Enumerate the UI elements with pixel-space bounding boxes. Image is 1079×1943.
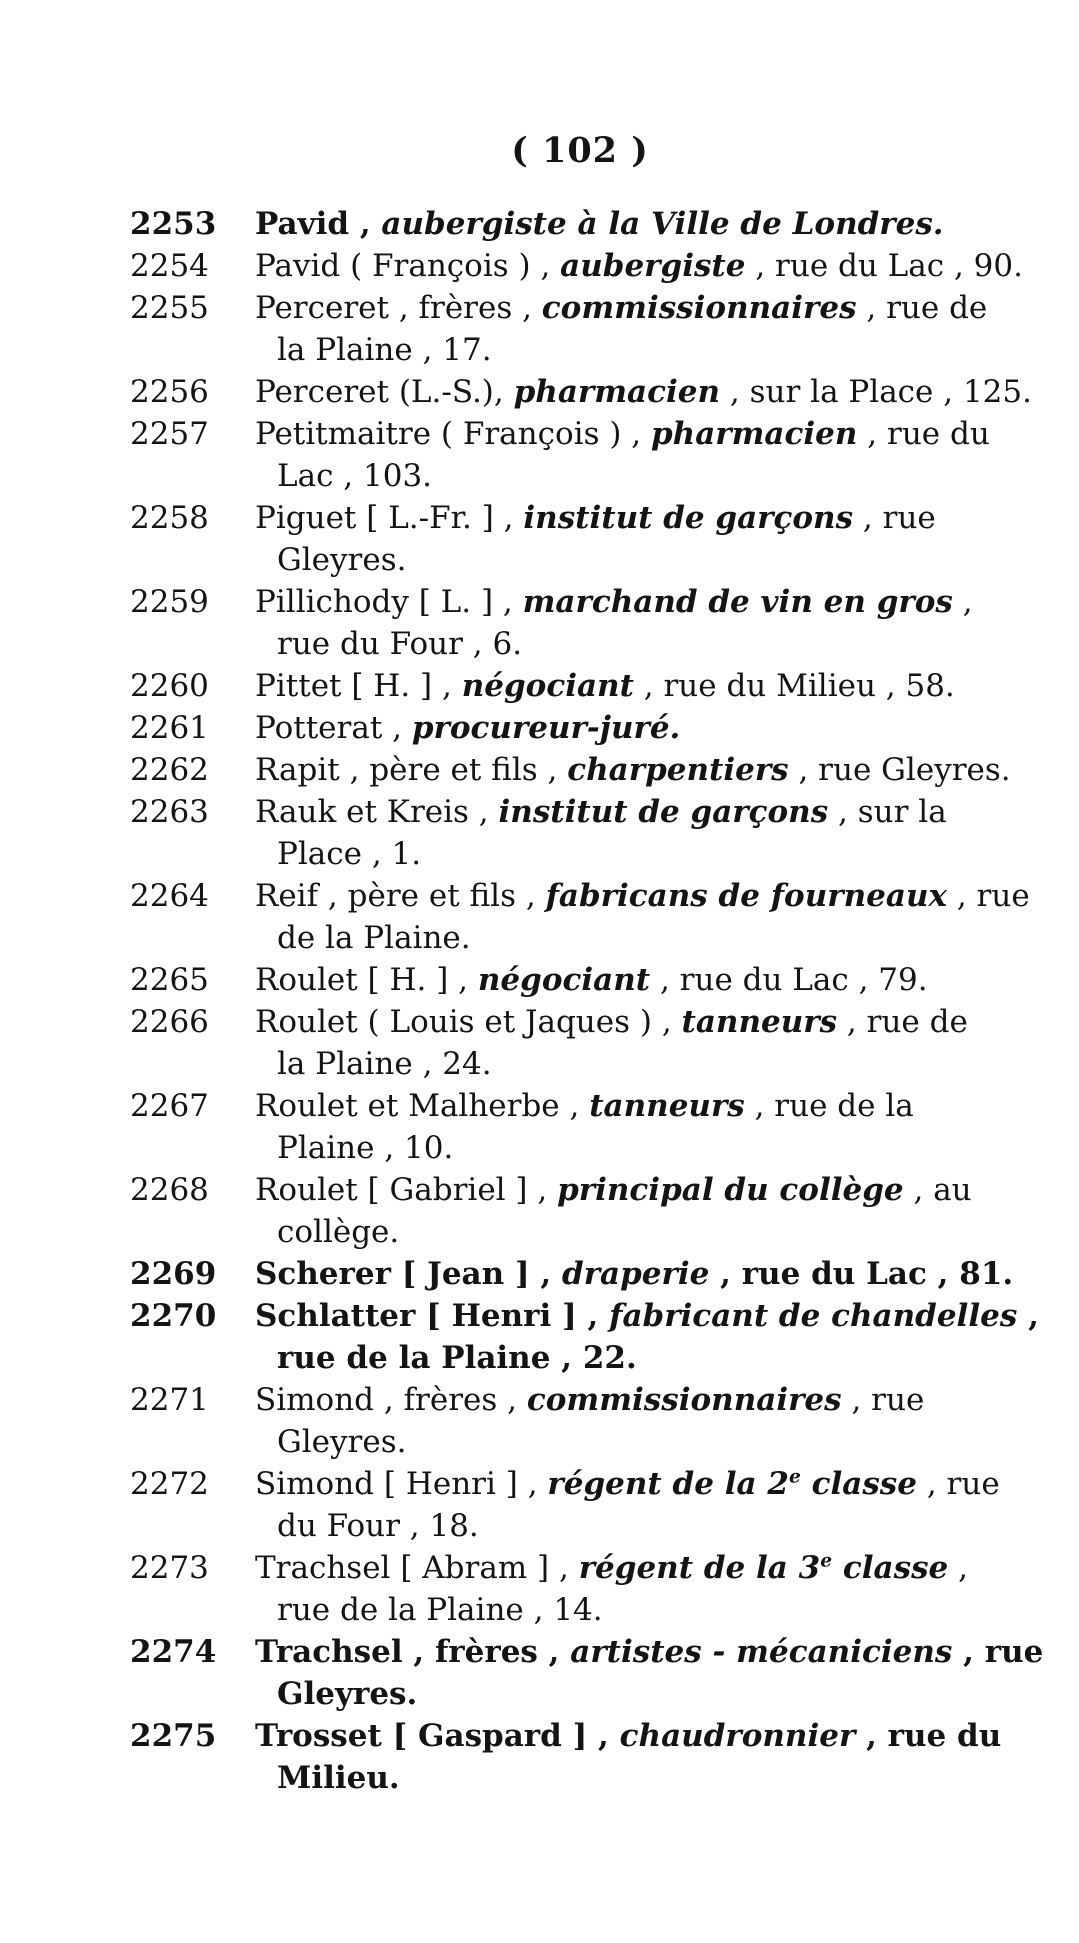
- entry-second-line: [255, 539, 1045, 581]
- entry-profession: institut de garçons: [523, 500, 854, 536]
- entry-profession: régent de la 3: [578, 1550, 821, 1586]
- entry-name: Pavid ,: [255, 206, 382, 242]
- entry-name: Trachsel [ Abram ] ,: [255, 1550, 579, 1586]
- entry-profession: principal du collège: [557, 1172, 904, 1208]
- entry-number: 2269: [130, 1256, 217, 1292]
- entry-address: , rue Gleyres.: [788, 752, 1011, 788]
- directory-entry: [130, 791, 1045, 875]
- entry-first-line: [255, 1295, 1045, 1337]
- entry-number: 2270: [130, 1298, 217, 1334]
- entry-first-line: [255, 203, 1045, 245]
- entry-first-line: [255, 413, 1045, 455]
- entry-profession: régent de la 2: [547, 1466, 789, 1502]
- entry-number: 2255: [130, 290, 209, 326]
- entry-profession: commissionnaires: [541, 290, 857, 326]
- entry-first-line: [255, 1001, 1045, 1043]
- entry-number: 2261: [130, 710, 209, 746]
- entry-first-line: [255, 665, 1045, 707]
- entry-first-line: [255, 1379, 1045, 1421]
- entry-profession: fabricans de fourneaux: [545, 878, 947, 914]
- entry-address: , rue du: [857, 416, 990, 452]
- directory-entry: [130, 875, 1045, 959]
- entry-first-line: [255, 371, 1045, 413]
- entry-address-continued: Place , 1.: [277, 836, 422, 872]
- entry-address: , rue du: [855, 1718, 1002, 1754]
- entry-address-continued: rue du Four , 6.: [277, 626, 523, 662]
- entry-number: 2263: [130, 794, 209, 830]
- entry-number: 2267: [130, 1088, 209, 1124]
- entry-profession: pharmacien: [651, 416, 858, 452]
- entry-name: Simond , frères ,: [255, 1382, 527, 1418]
- entry-address-continued: de la Plaine.: [277, 920, 471, 956]
- entry-address: , rue: [916, 1466, 1000, 1502]
- entry-name: Scherer [ Jean ] ,: [255, 1256, 563, 1292]
- entry-name: Petitmaitre ( François ) ,: [255, 416, 651, 452]
- entry-name: Rapit , père et fils ,: [255, 752, 568, 788]
- entry-first-line: [255, 875, 1045, 917]
- entry-address-continued: Gleyres.: [277, 1424, 407, 1460]
- entry-number: 2262: [130, 752, 209, 788]
- entry-profession: négociant: [461, 668, 634, 704]
- entry-address: , rue de: [837, 1004, 968, 1040]
- entry-name: Trachsel , frères ,: [255, 1634, 571, 1670]
- directory-entry: [130, 413, 1045, 497]
- entry-profession: aubergiste à la Ville de Londres.: [381, 206, 944, 242]
- entry-address: , rue: [952, 1634, 1044, 1670]
- entry-number: 2268: [130, 1172, 209, 1208]
- directory-entry: [130, 287, 1045, 371]
- entry-address: , rue du Lac , 90.: [745, 248, 1023, 284]
- entry-name: Pavid ( François ) ,: [255, 248, 561, 284]
- entry-name: Perceret , frères ,: [255, 290, 542, 326]
- entry-address: , rue: [853, 500, 936, 536]
- entry-profession: chaudronnier: [619, 1718, 856, 1754]
- entry-profession: commissionnaires: [526, 1382, 842, 1418]
- ordinal-superscript: e: [820, 1550, 833, 1572]
- directory-entry: [130, 1463, 1045, 1547]
- entry-number: 2266: [130, 1004, 209, 1040]
- directory-entry: [130, 1295, 1045, 1379]
- entry-profession-cont: classe: [832, 1550, 949, 1586]
- entry-second-line: [255, 917, 1045, 959]
- entry-number: 2274: [130, 1634, 217, 1670]
- directory-entry: [130, 371, 1045, 413]
- directory-list: [130, 203, 1045, 1799]
- entry-address: ,: [952, 584, 973, 620]
- entry-address: ,: [1017, 1298, 1039, 1334]
- entry-name: Reif , père et fils ,: [255, 878, 546, 914]
- entry-number: 2258: [130, 500, 209, 536]
- entry-first-line: [255, 1253, 1045, 1295]
- entry-name: Perceret (L.-S.),: [255, 374, 514, 410]
- ordinal-superscript: e: [788, 1466, 801, 1488]
- entry-address: , rue: [841, 1382, 925, 1418]
- entry-address: , au: [903, 1172, 972, 1208]
- entry-number: 2260: [130, 668, 209, 704]
- entry-address: , sur la: [828, 794, 947, 830]
- entry-address: , sur la Place , 125.: [720, 374, 1032, 410]
- directory-entry: [130, 245, 1045, 287]
- directory-entry: [130, 1379, 1045, 1463]
- entry-number: 2257: [130, 416, 209, 452]
- entry-profession: aubergiste: [560, 248, 746, 284]
- entry-address: , rue de la: [744, 1088, 914, 1124]
- entry-address-continued: Milieu.: [277, 1760, 400, 1796]
- entry-second-line: [255, 1673, 1045, 1715]
- entry-address: , rue du Lac , 81.: [709, 1256, 1014, 1292]
- entry-address-continued: Lac , 103.: [277, 458, 433, 494]
- entry-name: Simond [ Henri ] ,: [255, 1466, 548, 1502]
- directory-entry: [130, 497, 1045, 581]
- entry-address-continued: la Plaine , 17.: [277, 332, 492, 368]
- entry-profession: artistes - mécaniciens: [570, 1634, 953, 1670]
- entry-second-line: [255, 1043, 1045, 1085]
- entry-first-line: [255, 1169, 1045, 1211]
- directory-entry: [130, 1547, 1045, 1631]
- entry-first-line: [255, 791, 1045, 833]
- entry-name: Roulet [ H. ] ,: [255, 962, 478, 998]
- entry-address-continued: collège.: [277, 1214, 400, 1250]
- entry-name: Schlatter [ Henri ] ,: [255, 1298, 610, 1334]
- entry-number: 2273: [130, 1550, 209, 1586]
- entry-profession: procureur-juré.: [411, 710, 681, 746]
- entry-number: 2256: [130, 374, 209, 410]
- entry-first-line: [255, 1085, 1045, 1127]
- entry-profession: négociant: [477, 962, 651, 998]
- entry-name: Roulet et Malherbe ,: [255, 1088, 590, 1124]
- entry-profession: draperie: [562, 1256, 710, 1292]
- entry-address-continued: du Four , 18.: [277, 1508, 479, 1544]
- entry-second-line: [255, 1211, 1045, 1253]
- directory-entry: [130, 1169, 1045, 1253]
- entry-address-continued: la Plaine , 24.: [277, 1046, 492, 1082]
- entry-name: Roulet ( Louis et Jaques ) ,: [255, 1004, 682, 1040]
- directory-entry: [130, 1253, 1045, 1295]
- entry-number: 2259: [130, 584, 209, 620]
- entry-profession-cont: classe: [800, 1466, 917, 1502]
- entry-number: 2254: [130, 248, 209, 284]
- entry-name: Trosset [ Gaspard ] ,: [255, 1718, 620, 1754]
- entry-address-continued: Gleyres.: [277, 542, 407, 578]
- entry-address-continued: rue de la Plaine , 22.: [277, 1340, 637, 1376]
- directory-entry: [130, 203, 1045, 245]
- directory-entry: [130, 1001, 1045, 1085]
- entry-second-line: [255, 833, 1045, 875]
- entry-first-line: [255, 1547, 1045, 1589]
- entry-address: , rue: [946, 878, 1030, 914]
- directory-entry: [130, 1631, 1045, 1715]
- directory-entry: [130, 749, 1045, 791]
- entry-second-line: [255, 623, 1045, 665]
- entry-number: 2271: [130, 1382, 209, 1418]
- entry-name: Rauk et Kreis ,: [255, 794, 499, 830]
- entry-second-line: [255, 1127, 1045, 1169]
- entry-second-line: [255, 329, 1045, 371]
- entry-address: , rue du Milieu , 58.: [633, 668, 955, 704]
- entry-name: Pittet [ H. ] ,: [255, 668, 462, 704]
- entry-name: Piguet [ L.-Fr. ] ,: [255, 500, 524, 536]
- entry-first-line: [255, 749, 1045, 791]
- entry-profession: charpentiers: [567, 752, 789, 788]
- entry-name: Roulet [ Gabriel ] ,: [255, 1172, 558, 1208]
- entry-profession: tanneurs: [589, 1088, 745, 1124]
- entry-number: 2264: [130, 878, 209, 914]
- directory-entry: [130, 665, 1045, 707]
- entry-profession: marchand de vin en gros: [522, 584, 953, 620]
- entry-first-line: [255, 1631, 1045, 1673]
- entry-first-line: [255, 707, 1045, 749]
- entry-profession: institut de garçons: [498, 794, 829, 830]
- directory-entry: [130, 1715, 1045, 1799]
- directory-entry: [130, 707, 1045, 749]
- entry-address-continued: Plaine , 10.: [277, 1130, 454, 1166]
- directory-entry: [130, 959, 1045, 1001]
- entry-address-continued: rue de la Plaine , 14.: [277, 1592, 603, 1628]
- entry-first-line: [255, 245, 1045, 287]
- entry-number: 2265: [130, 962, 209, 998]
- entry-profession: tanneurs: [681, 1004, 838, 1040]
- entry-first-line: [255, 497, 1045, 539]
- entry-profession: fabricant de chandelles: [609, 1298, 1018, 1334]
- entry-name: Potterat ,: [255, 710, 412, 746]
- entry-second-line: [255, 1589, 1045, 1631]
- entry-address: ,: [948, 1550, 968, 1586]
- entry-first-line: [255, 959, 1045, 1001]
- entry-first-line: [255, 287, 1045, 329]
- entry-profession: pharmacien: [513, 374, 721, 410]
- entry-second-line: [255, 1505, 1045, 1547]
- entry-second-line: [255, 1757, 1045, 1799]
- entry-number: 2272: [130, 1466, 209, 1502]
- page-number: ( 102 ): [511, 130, 649, 171]
- entry-first-line: [255, 581, 1045, 623]
- entry-name: Pillichody [ L. ] ,: [255, 584, 523, 620]
- entry-address-continued: Gleyres.: [277, 1676, 418, 1712]
- entry-second-line: [255, 1421, 1045, 1463]
- entry-number: 2253: [130, 206, 217, 242]
- entry-number: 2275: [130, 1718, 217, 1754]
- entry-address: , rue de: [856, 290, 988, 326]
- entry-first-line: [255, 1715, 1045, 1757]
- directory-entry: [130, 581, 1045, 665]
- directory-entry: [130, 1085, 1045, 1169]
- entry-second-line: [255, 1337, 1045, 1379]
- entry-second-line: [255, 455, 1045, 497]
- entry-first-line: [255, 1463, 1045, 1505]
- entry-address: , rue du Lac , 79.: [650, 962, 928, 998]
